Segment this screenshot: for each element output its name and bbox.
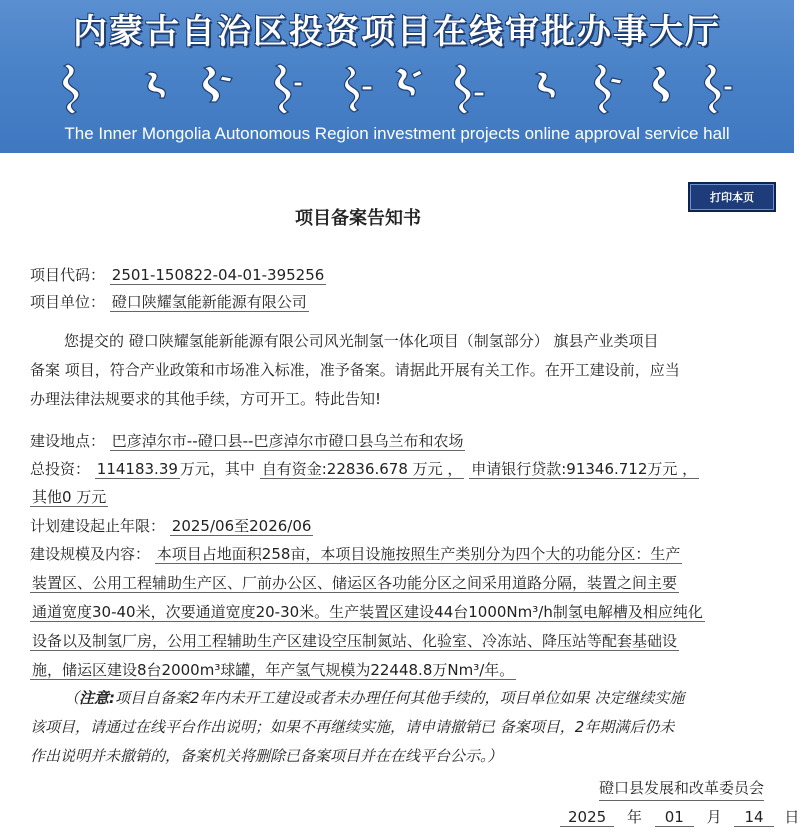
notice-line: 备案 项目，符合产业政策和市场准入标准，准予备案。请据此开展有关工作。在开工建设前，应当 xyxy=(30,361,680,379)
scope-label: 建设规模及内容： xyxy=(30,545,151,563)
other-funds: 其他0 万元 xyxy=(32,488,107,506)
location-label: 建设地点： xyxy=(30,432,106,450)
date-month-unit: 月 xyxy=(706,808,722,826)
project-unit-row xyxy=(30,291,309,313)
investment-row xyxy=(30,458,699,480)
note-line: 项目自备案2年内未开工建设或者未办理任何其他手续的，项目单位如果 决定继续实施 xyxy=(115,689,685,707)
print-button[interactable]: 打印本页 xyxy=(688,182,776,212)
date-year-unit: 年 xyxy=(626,808,642,826)
investment-unit: 万元，其中 xyxy=(179,460,255,478)
scope-line: 施，储运区建设8台2000m³球罐，年产氢气规模为22448.8万Nm³/年。 xyxy=(32,661,515,679)
bank-loan: 申请银行贷款:91346.712万元 ， xyxy=(471,460,698,478)
banner-title-cn: 内蒙古自治区投资项目在线审批办事大厅 xyxy=(73,12,721,52)
date-day-unit: 日 xyxy=(784,808,800,826)
scope-line: 本项目占地面积258亩，本项目设施按照生产类别分为四个大的功能分区：生产 xyxy=(156,545,681,563)
notice-line: 您提交的 磴口陕耀氢能新能源有限公司风光制氢一体化项目（制氢部分） 旗县产业类项目 xyxy=(64,332,659,350)
notice-paragraph xyxy=(30,327,770,414)
banner-title-en: The Inner Mongolia Autonomous Region investment projects online approval service hall xyxy=(64,124,730,143)
investment-total: 114183.39 xyxy=(96,460,178,478)
location-row xyxy=(30,430,465,452)
period-value: 2025/06至2026/06 xyxy=(171,517,312,535)
project-code-row xyxy=(30,264,326,286)
note-line: 该项目，请通过在线平台作出说明；如果不再继续实施，请申请撤销已 备案项目，2年期满后仍未 xyxy=(30,718,675,736)
note-line: 作出说明并未撤销的，备案机关将删除已备案项目并在在线平台公示。） xyxy=(30,747,503,765)
scope-paragraph xyxy=(30,540,770,685)
page-title: 项目备案告知书 xyxy=(295,208,421,229)
period-row xyxy=(30,515,313,537)
date-day: 14 xyxy=(734,808,773,827)
period-label: 计划建设起止年限： xyxy=(30,517,166,535)
project-unit-label: 项目单位： xyxy=(30,293,106,311)
scope-line: 通道宽度30-40米，次要通道宽度20-30米。生产装置区建设44台1000Nm³/h制氢电解槽及相应纯化 xyxy=(32,603,703,621)
note-prefix: （ xyxy=(64,689,80,707)
scope-line: 装置区、公用工程辅助生产区、厂前办公区、储运区各功能分区之间采用道路分隔，装置之间主要 xyxy=(32,574,678,592)
project-code-label: 项目代码： xyxy=(30,266,106,284)
signer: 磴口县发展和改革委员会 xyxy=(599,777,764,801)
note-label: 注意: xyxy=(79,689,116,707)
scope-line: 设备以及制氢厂房，公用工程辅助生产区建设空压制氮站、化验室、冷冻站、降压站等配套基础设 xyxy=(32,632,678,650)
project-code-value: 2501-150822-04-01-395256 xyxy=(111,266,325,284)
notice-line: 办理法律法规要求的其他手续，方可开工。特此告知! xyxy=(30,390,382,408)
self-funds: 自有资金:22836.678 万元 ， xyxy=(261,460,463,478)
date-month: 01 xyxy=(655,808,694,827)
project-unit-value: 磴口陕耀氢能新能源有限公司 xyxy=(111,293,307,311)
other-funds-row xyxy=(30,486,108,508)
investment-label: 总投资： xyxy=(30,460,91,478)
notice-warning xyxy=(30,684,775,771)
date-year: 2025 xyxy=(560,808,614,827)
mongolian-script-decoration-icon xyxy=(50,56,750,118)
header-banner xyxy=(0,0,794,153)
location-value: 巴彦淖尔市--磴口县--巴彦淖尔市磴口县乌兰布和农场 xyxy=(111,432,464,450)
issue-date xyxy=(560,806,805,828)
